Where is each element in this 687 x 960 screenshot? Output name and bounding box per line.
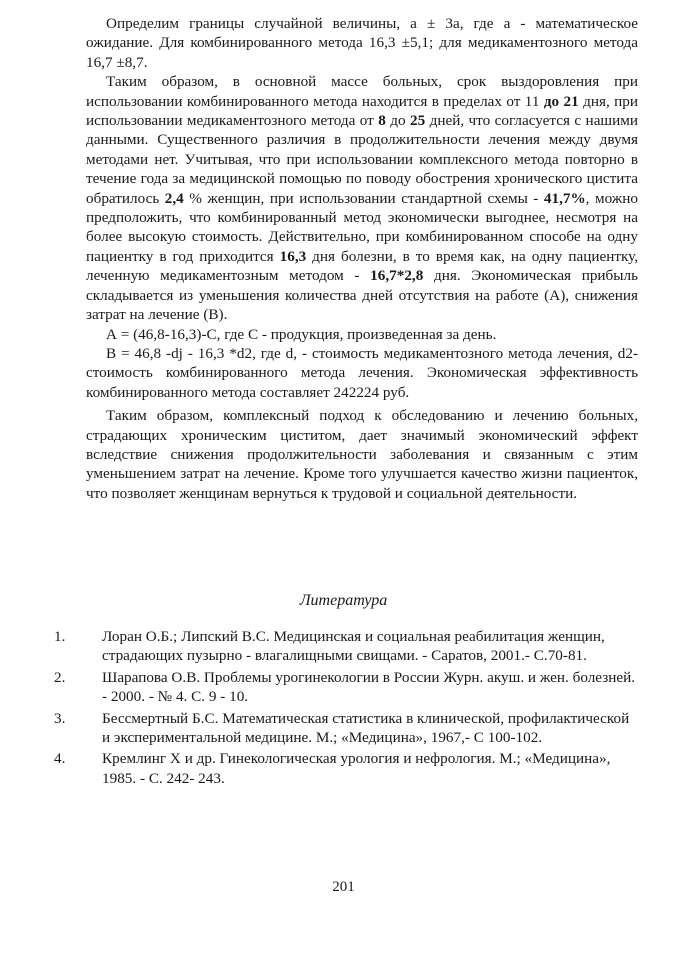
- paragraph-boundaries: Определим границы случайной величины, a ± 3a, где а - математическое ожидание. Для комбинированного метода 16,3 ±5,1; для медикаментозного метода 16,7 ±8,7.: [86, 15, 638, 71]
- bold-range-combined: до 21: [543, 92, 579, 110]
- page-number: 201: [332, 879, 355, 895]
- reference-text: Кремлинг X и др. Гинекологическая урология и нефрология. М.; «Медицина», 1985. - С. 242- 243.: [102, 750, 611, 787]
- formula-b: В = 46,8 -dj - 16,3 *d2, где d, - стоимость медикаментозного метода лечения, d2- стоимость комбинированного метода лечения. Экономическая эффективность комбинированного метода составляет 242224 руб.: [86, 344, 638, 401]
- bold-days-medication: 16,7*2,8: [370, 267, 424, 285]
- text-run: дней, что согласуется с нашими данными. Существенного различия в продолжительности лечения между двумя методами нет. Учитывая, что при использовании комплексного метода повторно в течение года за медицинской помощью по поводу обострения хронического цистита обратилось: [86, 112, 638, 207]
- paragraph-conclusion: Таким образом, комплексный подход к обследованию и лечению больных, страдающих хроническим циститом, дает значимый экономический эффект вследствие снижения продолжительности заболевания и связанным с этим уменьшением затрат на лечение. Кроме того улучшается качество жизни пациенток, что позволяет женщинам вернуться к трудовой и социальной деятельности.: [86, 407, 638, 502]
- reference-item: [54, 749, 638, 788]
- reference-number: 1.: [54, 628, 66, 645]
- bold-percent-standard: 41,7%: [543, 189, 586, 207]
- text-run: % женщин, при использовании стандартной схемы -: [183, 189, 544, 207]
- text-run: дня, при использовании медикаментозного метода от: [86, 92, 638, 130]
- bold-value-25: 25: [409, 112, 426, 130]
- reference-item: [54, 668, 638, 707]
- text-run: , можно предположить, что комбинированный метод экономически выгоднее, несмотря на более высокую стоимость. Действительно, при комбинированном способе на одну пациентку в год приходится: [86, 189, 639, 265]
- formula-a: А = (46,8-16,3)-С, где С - продукция, произведенная за день.: [106, 325, 497, 343]
- text-run: дня. Экономическая прибыль складывается из уменьшения количества дней отсутствия на работе (А), снижения затрат на лечение (В).: [86, 267, 638, 324]
- reference-text: Бессмертный Б.С. Математическая статистика в клинической, профилактической и экспериментальной медицине. М.; «Медицина», 1967,- С 100-102.: [102, 709, 630, 747]
- body-text: [86, 14, 638, 503]
- bold-percent-complex: 2,4: [164, 189, 184, 207]
- text-run: дня болезни, в то время как, на одну пациентку, леченную медикаментозным методом -: [86, 247, 638, 285]
- reference-number: 2.: [54, 668, 66, 686]
- reference-text: Шарапова О.В. Проблемы урогинекологии в России Журн. акуш. и жен. болезней. - 2000. - № 4. С. 9 - 10.: [102, 668, 636, 706]
- reference-item: [54, 709, 638, 748]
- reference-item: [54, 627, 638, 666]
- literature-heading: Литература: [299, 592, 388, 609]
- reference-number: 4.: [54, 750, 66, 768]
- reference-text: Лоран О.Б.; Липский В.С. Медицинская и социальная реабилитация женщин, страдающих пузырно - влагалищными свищами. - Саратов, 2001.- С.70-81.: [102, 628, 605, 665]
- text-run: Таким образом, в основной массе больных, срок выздоровления при использовании комбинированного метода находится в пределах от 11: [86, 73, 638, 110]
- reference-list: [54, 627, 638, 790]
- bold-days-combined: 16,3: [279, 247, 307, 265]
- bold-value-8: 8: [378, 112, 386, 130]
- reference-number: 3.: [54, 709, 66, 727]
- text-run: до: [385, 112, 410, 130]
- paragraph-results: [86, 72, 638, 324]
